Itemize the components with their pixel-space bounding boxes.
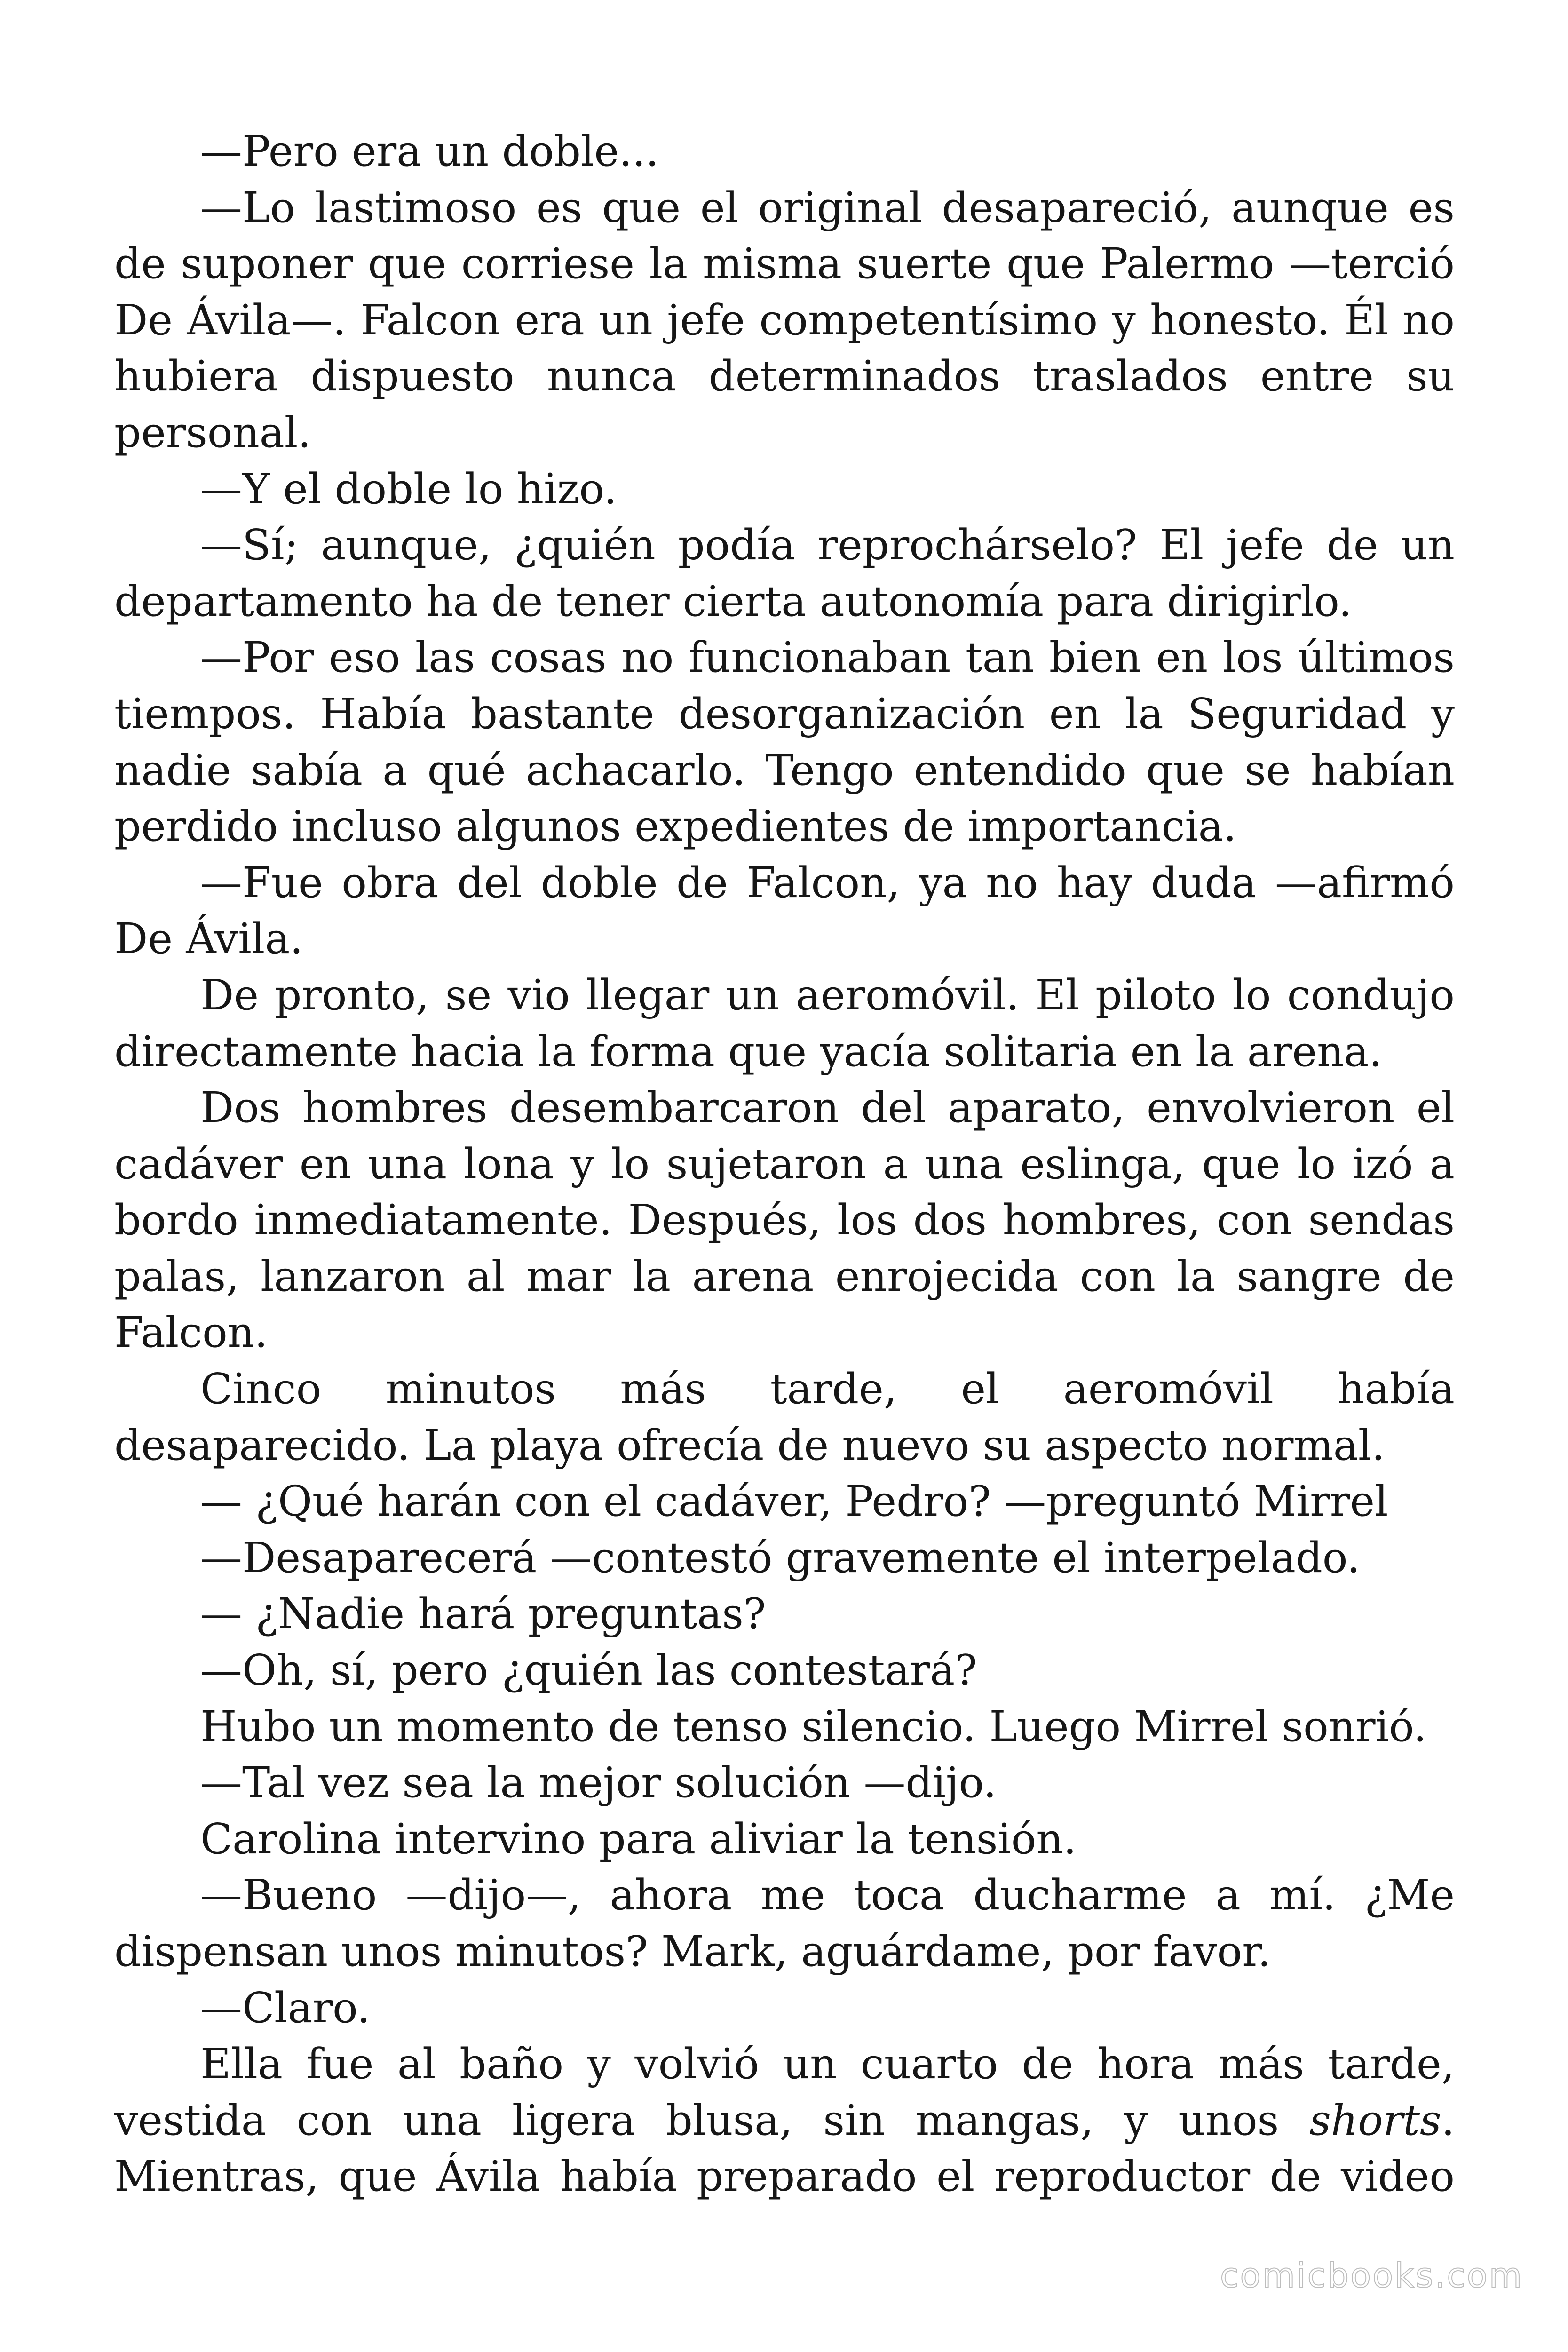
paragraph: De pronto, se vio llegar un aeromóvil. El piloto lo condujo directamente hacia la forma que yacía solitaria en la arena. (114, 970, 1455, 1076)
paragraph: —Y el doble lo hizo. (200, 464, 617, 513)
paragraph: —Tal vez sea la mejor solución —dijo. (200, 1758, 997, 1807)
paragraph: Carolina intervino para aliviar la tensión. (200, 1814, 1077, 1863)
paragraph: Hubo un momento de tenso silencio. Luego Mirrel sonrió. (200, 1701, 1427, 1751)
paragraph: —Bueno —dijo—, ahora me toca ducharme a mí. ¿Me dispensan unos minutos? Mark, aguárdame, por favor. (114, 1870, 1455, 1976)
last-paragraph-text-end: . Mientras, que Ávila había preparado el reproductor de video (114, 2095, 1455, 2201)
paragraph: —Pero era un doble... (200, 127, 659, 175)
paragraph: —Lo lastimoso es que el original desapareció, aunque es de suponer que corriese la misma suerte que Palermo —terció De Ávila—. Falcon era un jefe competentísimo y honesto. Él no hubiera dispuesto nunca determinados traslados entre su personal. (114, 183, 1455, 457)
italic-word: shorts (1309, 2095, 1441, 2145)
paragraph: —Claro. (200, 1983, 371, 2032)
paragraph: — ¿Qué harán con el cadáver, Pedro? —preguntó Mirrel (200, 1477, 1388, 1526)
paragraph: —Oh, sí, pero ¿quién las contestará? (200, 1645, 977, 1695)
paragraph: —Por eso las cosas no funcionaban tan bien en los últimos tiempos. Había bastante desorganización en la Seguridad y nadie sabía a qué achacarlo. Tengo entendido que se habían perdido incluso algunos expedientes de importancia. (114, 633, 1455, 851)
paragraph: —Desaparecerá —contestó gravemente el interpelado. (200, 1533, 1361, 1582)
paragraph: —Sí; aunque, ¿quién podía reprochárselo? El jefe de un departamento ha de tener cierta autonomía para dirigirlo. (114, 520, 1455, 626)
paragraph: —Fue obra del doble de Falcon, ya no hay duda —afirmó De Ávila. (114, 858, 1455, 963)
paragraph: Dos hombres desembarcaron del aparato, envolvieron el cadáver en una lona y lo sujetaron a una eslinga, que lo izó a bordo inmediatamente. Después, los dos hombres, con sendas palas, lanzaron al mar la arena enrojecida con la sangre de Falcon. (114, 1083, 1455, 1357)
book-page-text (114, 123, 1455, 2205)
last-paragraph-text-start: Ella fue al baño y volvió un cuarto de hora más tarde, vestida con una ligera blusa, sin mangas, y unos (114, 2039, 1455, 2145)
watermark: comicbooks.com (1220, 2256, 1523, 2295)
paragraph: — ¿Nadie hará preguntas? (200, 1589, 766, 1638)
last-paragraph (114, 2036, 1455, 2205)
paragraph: Cinco minutos más tarde, el aeromóvil había desaparecido. La playa ofrecía de nuevo su aspecto normal. (114, 1364, 1455, 1470)
